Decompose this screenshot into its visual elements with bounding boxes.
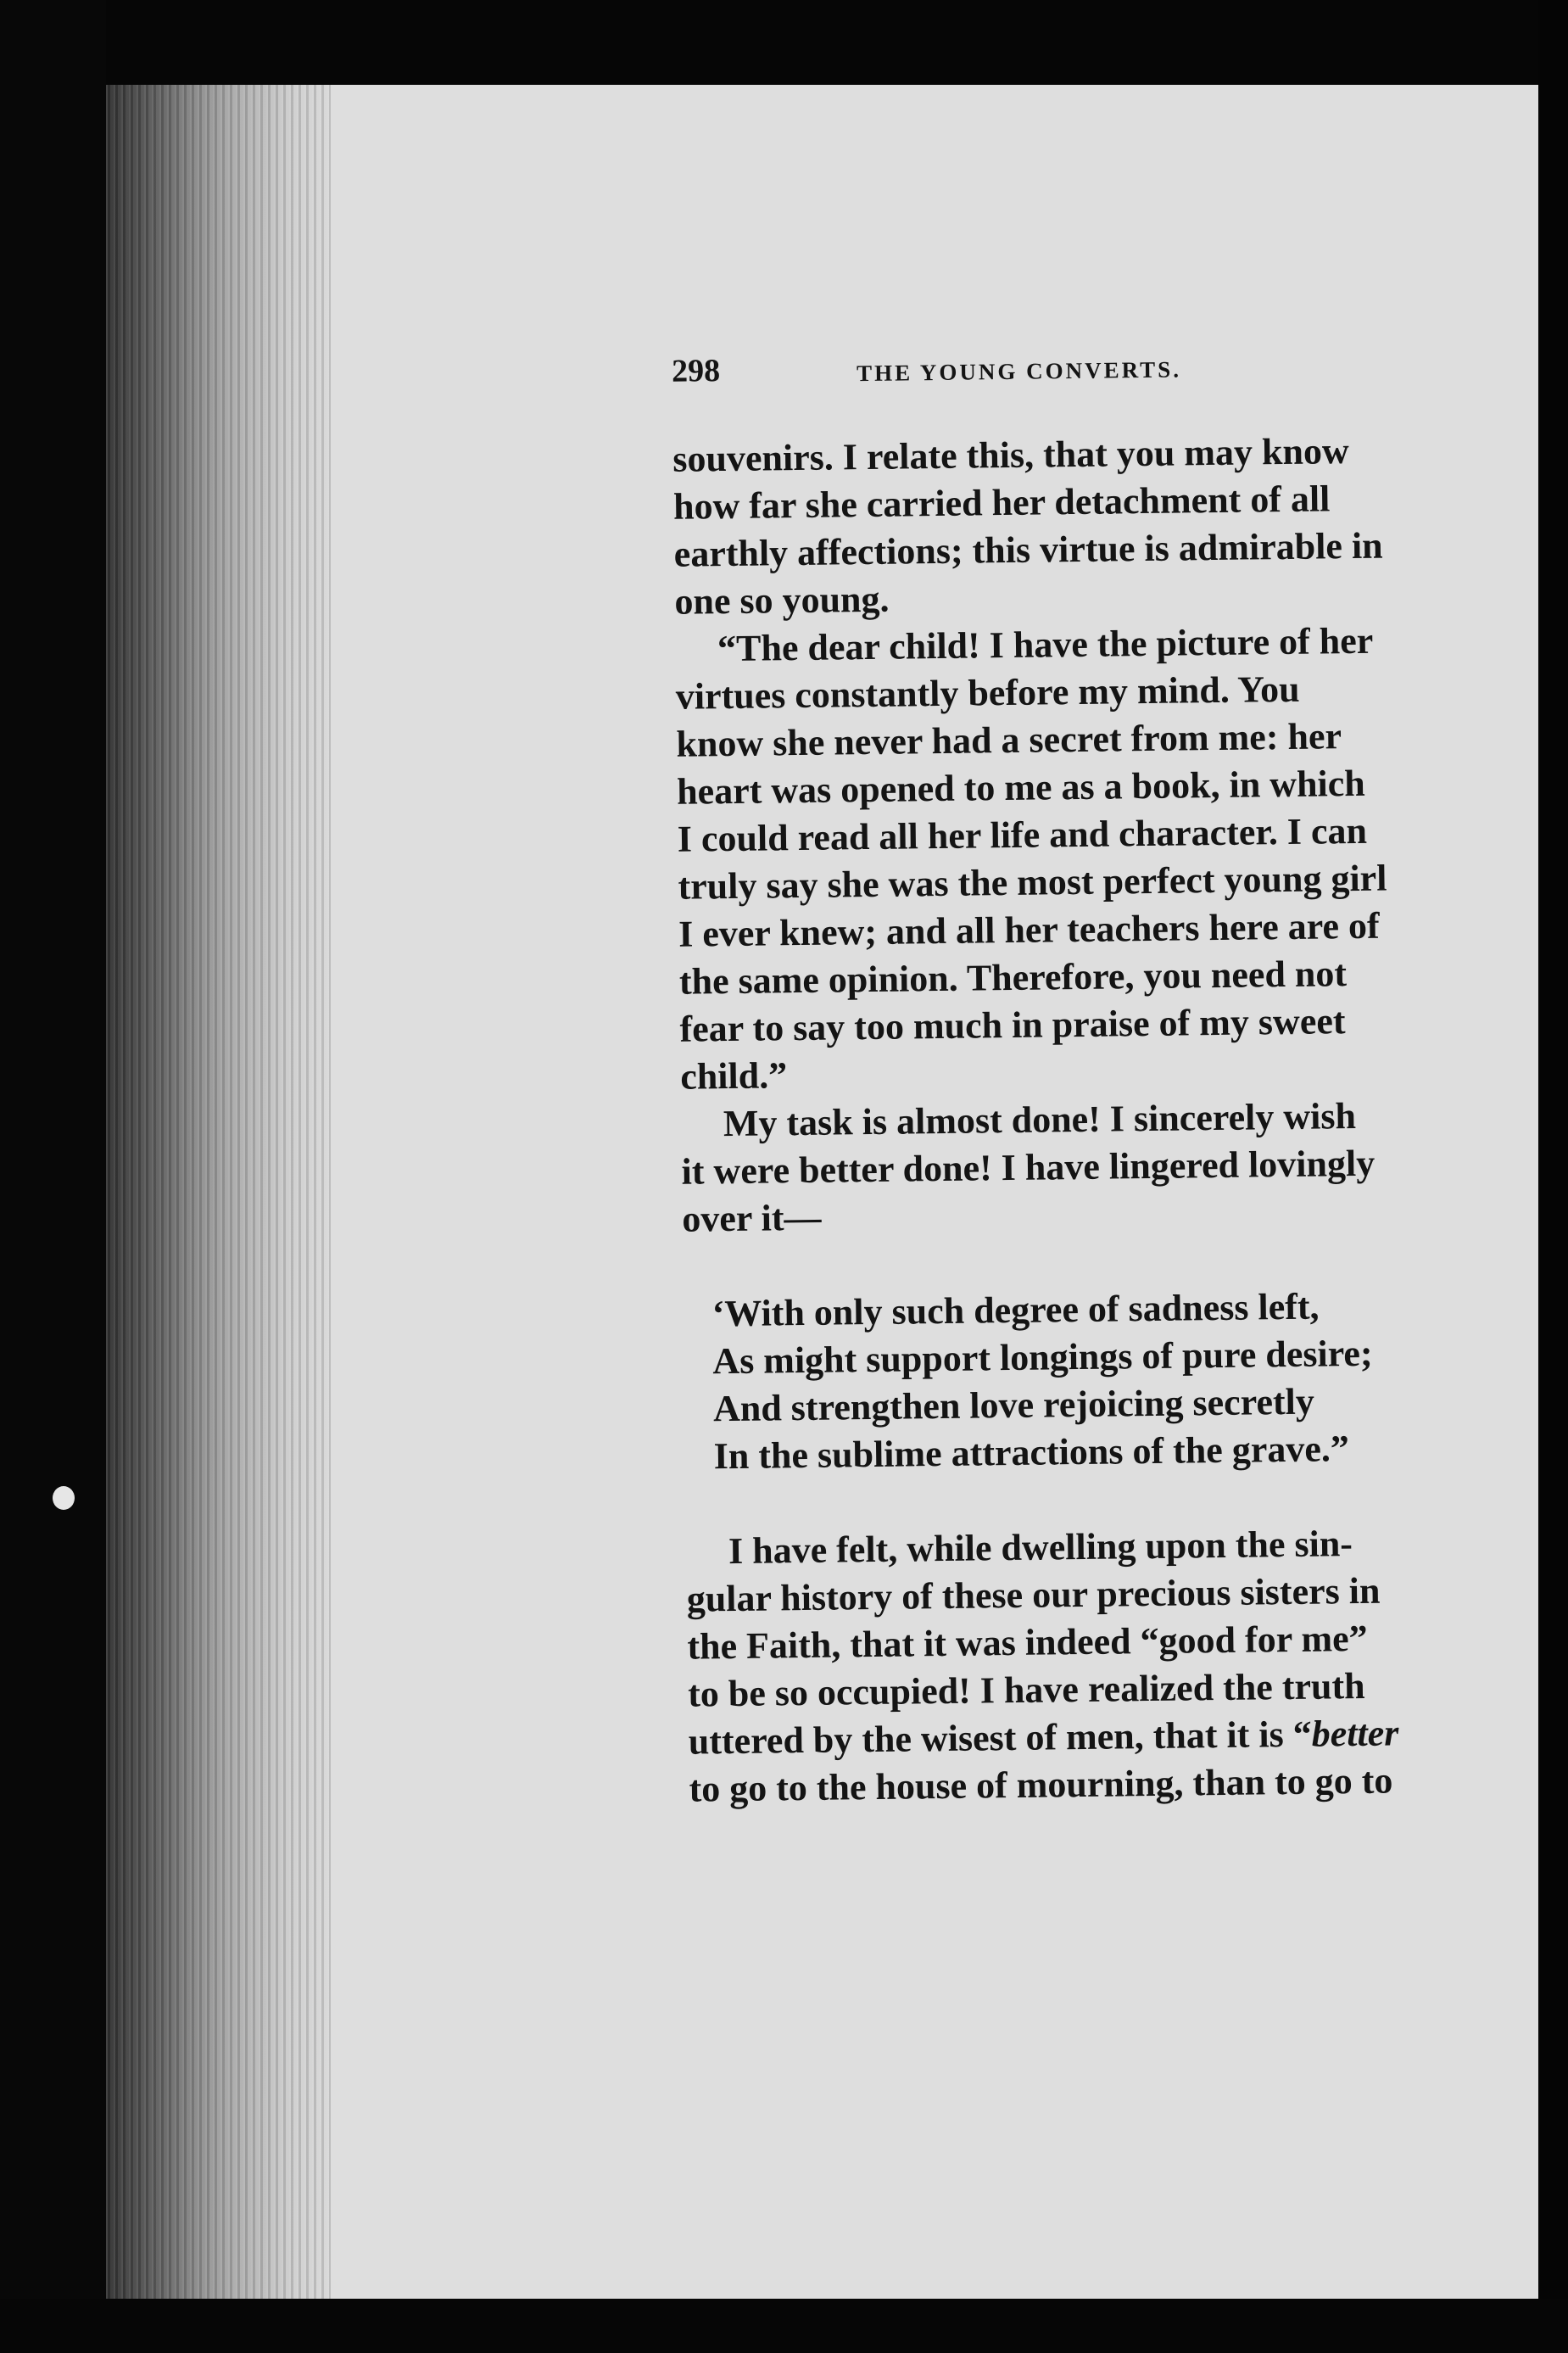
text-line: it were better done! I have lingered lovingly <box>681 1142 1375 1193</box>
text-line: the Faith, that it was indeed “good for me” <box>687 1617 1368 1668</box>
text-line: the same opinion. Therefore, you need not <box>678 953 1348 1003</box>
body-text <box>672 426 1529 1814</box>
text-line: heart was opened to me as a book, in which <box>676 762 1366 813</box>
text-line: earthly affections; this virtue is admirable in <box>673 524 1383 575</box>
text-line: child.” <box>679 1054 788 1098</box>
text-line: to be so occupied! I have realized the truth <box>687 1664 1365 1715</box>
text-line: gular history of these our precious sisters in <box>686 1569 1381 1620</box>
text-line: souvenirs. I relate this, that you may know <box>672 430 1349 480</box>
text-line: how far she carried her detachment of all <box>672 478 1331 528</box>
text-line: I could read all her life and character. I can <box>677 809 1368 860</box>
verse-line: In the sublime attractions of the grave.” <box>713 1428 1350 1478</box>
text-segment: uttered by the wisest of men, that it is “ <box>688 1713 1312 1763</box>
verse-quotation <box>683 1281 1525 1481</box>
text-line: My task is almost done! I sincerely wish <box>723 1094 1357 1145</box>
verse-line: As might support longings of pure desire; <box>712 1332 1373 1383</box>
body-text-layer <box>0 77 1568 2310</box>
paragraph <box>672 426 1515 626</box>
text-line: virtues constantly before my mind. You <box>675 668 1300 718</box>
running-title: THE YOUNG CONVERTS. <box>856 356 1182 387</box>
page-number: 298 <box>671 353 721 389</box>
verse-line: ‘With only such degree of sadness left, <box>711 1285 1320 1335</box>
paragraph <box>686 1518 1529 1814</box>
text-line: truly say she was the most perfect young girl <box>678 857 1387 908</box>
italic-word: better <box>1311 1712 1399 1755</box>
text-line: “The dear child! I have the picture of her <box>717 619 1374 670</box>
text-line: over it— <box>682 1196 822 1240</box>
text-line: one so young. <box>674 578 890 623</box>
text-line: to go to the house of mourning, than to go to <box>689 1759 1393 1810</box>
scan-top-border <box>0 0 1568 85</box>
text-line: I ever knew; and all her teachers here are of <box>678 904 1380 955</box>
text-line: I have felt, while dwelling upon the sin- <box>728 1523 1353 1573</box>
text-line: fear to say too much in praise of my sweet <box>679 1000 1346 1050</box>
paragraph <box>681 1091 1522 1244</box>
paragraph <box>675 616 1521 1101</box>
text-line: know she never had a secret from me: her <box>676 715 1342 765</box>
verse-line: And strengthen love rejoicing secretly <box>712 1380 1315 1430</box>
